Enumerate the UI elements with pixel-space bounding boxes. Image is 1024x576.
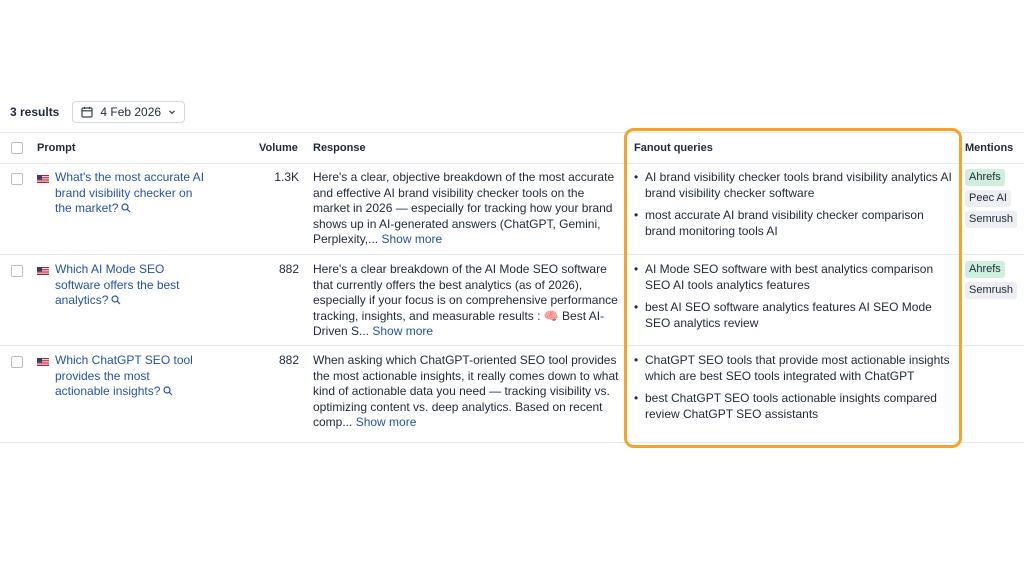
prompt-link[interactable]: What's the most accurate AI brand visibility checker on the market? <box>55 170 205 215</box>
show-more-link[interactable]: Show more <box>381 232 443 246</box>
mentions-cell <box>965 169 1021 232</box>
prompt-cell[interactable] <box>55 353 205 400</box>
search-icon[interactable] <box>121 203 131 213</box>
table-header <box>0 132 1024 164</box>
fanout-query: • AI brand visibility checker tools brand visibility analytics AI brand visibility checker software <box>634 170 954 201</box>
fanout-query: • most accurate AI brand visibility checker comparison brand monitoring tools AI <box>634 208 954 239</box>
response-text: Here's a clear, objective breakdown of the most accurate and effective AI brand visibility checker tools on the market in 2026 — especially for tracking how your brand shows up in AI-generated answers (ChatGPT, Gemini, Perplexity,... <box>313 170 615 246</box>
mention-badge-ahrefs: Ahrefs <box>965 169 1005 186</box>
response-cell <box>313 262 623 340</box>
prompt-link[interactable]: Which ChatGPT SEO tool provides the most actionable insights? <box>55 353 193 398</box>
table-row <box>0 255 1024 346</box>
search-icon[interactable] <box>163 386 173 396</box>
volume-cell: 882 <box>278 353 299 367</box>
prompt-link[interactable]: Which AI Mode SEO software offers the best analytics? <box>55 262 180 307</box>
show-more-link[interactable]: Show more <box>372 324 434 338</box>
column-header-mentions[interactable]: Mentions <box>965 142 1014 154</box>
fanout-cell <box>634 262 954 338</box>
select-all-checkbox[interactable] <box>11 142 23 154</box>
fanout-query: • best AI SEO software analytics features AI SEO Mode SEO analytics review <box>634 300 954 331</box>
row-checkbox[interactable] <box>11 356 23 368</box>
results-toolbar <box>10 101 185 123</box>
mention-badge-ahrefs: Ahrefs <box>965 261 1005 278</box>
response-text: When asking which ChatGPT-oriented SEO tool provides the most actionable insights, it really comes down to what kind of actionable data you need — tracking visibility vs. optimizing content vs. deep analytics. Based on recent comp... <box>313 353 619 429</box>
column-header-fanout[interactable]: Fanout queries <box>634 142 713 154</box>
row-checkbox[interactable] <box>11 173 23 185</box>
us-flag-icon <box>37 358 49 366</box>
prompt-cell[interactable] <box>55 170 205 217</box>
column-header-prompt[interactable]: Prompt <box>37 142 76 154</box>
mention-badge-peec-ai: Peec AI <box>965 190 1011 207</box>
volume-cell: 882 <box>278 262 299 276</box>
mentions-cell <box>965 261 1021 303</box>
volume-cell: 1.3K <box>274 170 299 184</box>
fanout-query: • AI Mode SEO software with best analytics comparison SEO AI tools analytics features <box>634 262 954 293</box>
us-flag-icon <box>37 175 49 183</box>
table-row <box>0 346 1024 443</box>
prompt-cell[interactable] <box>55 262 205 309</box>
fanout-query: • ChatGPT SEO tools that provide most actionable insights which are best SEO tools integrated with ChatGPT <box>634 353 954 384</box>
date-picker[interactable] <box>72 101 185 123</box>
results-count: 3 results <box>10 105 60 119</box>
fanout-query: • best ChatGPT SEO tools actionable insights compared review ChatGPT SEO assistants <box>634 391 954 422</box>
response-text: Here's a clear breakdown of the AI Mode SEO software that currently offers the best analytics (as of 2026), especially if your focus is on comprehensive performance tracking, insights, and measurable results : 🧠 Best AI-Driven S... <box>313 262 618 338</box>
response-cell <box>313 170 623 248</box>
show-more-link[interactable]: Show more <box>355 415 417 429</box>
row-checkbox[interactable] <box>11 265 23 277</box>
fanout-cell <box>634 170 954 246</box>
chevron-down-icon <box>168 108 176 116</box>
mention-badge-semrush: Semrush <box>965 282 1017 299</box>
fanout-cell <box>634 353 954 429</box>
date-label: 4 Feb 2026 <box>100 105 162 119</box>
column-header-response[interactable]: Response <box>313 142 366 154</box>
response-cell <box>313 353 623 431</box>
table-row <box>0 163 1024 255</box>
us-flag-icon <box>37 267 49 275</box>
mention-badge-semrush: Semrush <box>965 211 1017 228</box>
calendar-icon <box>81 106 93 118</box>
search-icon[interactable] <box>111 295 121 305</box>
column-header-volume[interactable]: Volume <box>259 142 298 154</box>
